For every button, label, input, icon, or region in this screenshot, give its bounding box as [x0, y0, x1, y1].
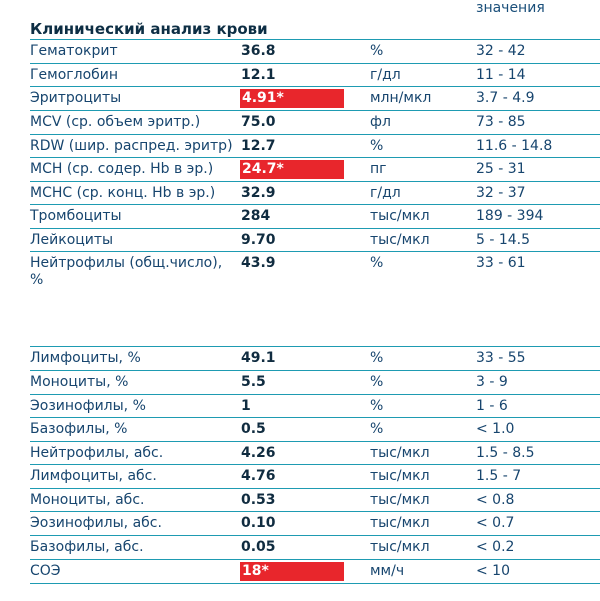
reference-range: < 0.2	[476, 539, 515, 555]
test-name: Нейтрофилы, абс.	[30, 445, 164, 461]
test-value: 12.1	[241, 67, 276, 83]
test-value: 4.26	[241, 445, 276, 461]
test-name: Лимфоциты, %	[30, 350, 141, 366]
table-row	[30, 205, 600, 228]
test-unit: %	[370, 255, 384, 271]
test-value-flagged: 18*	[240, 562, 344, 581]
table-row	[30, 371, 600, 394]
reference-range: < 1.0	[476, 421, 515, 437]
table-row	[30, 87, 600, 110]
test-unit: %	[370, 398, 384, 414]
test-unit: тыс/мкл	[370, 232, 430, 248]
table-row	[30, 252, 600, 346]
test-value-flagged: 24.7*	[240, 160, 344, 179]
table-row	[30, 418, 600, 441]
test-name: Эозинофилы, абс.	[30, 515, 162, 531]
reference-range: 1.5 - 8.5	[476, 445, 535, 461]
test-name: Эритроциты	[30, 90, 122, 106]
test-value: 0.53	[241, 492, 276, 508]
test-name: Базофилы, абс.	[30, 539, 144, 555]
test-name: Лимфоциты, абс.	[30, 468, 157, 484]
table-row	[30, 229, 600, 251]
test-name: Моноциты, абс.	[30, 492, 145, 508]
test-unit: мм/ч	[370, 563, 405, 579]
test-name: Моноциты, %	[30, 374, 129, 390]
reference-range: < 10	[476, 563, 510, 579]
table-row	[30, 347, 600, 370]
reference-range: < 0.7	[476, 515, 515, 531]
reference-range: < 0.8	[476, 492, 515, 508]
table-row	[30, 111, 600, 134]
test-value: 75.0	[241, 114, 276, 130]
test-name: Гематокрит	[30, 43, 118, 59]
table-row	[30, 465, 600, 488]
test-unit: г/дл	[370, 67, 401, 83]
test-unit: %	[370, 43, 384, 59]
table-row	[30, 64, 600, 86]
reference-range: 189 - 394	[476, 208, 544, 224]
reference-range: 3.7 - 4.9	[476, 90, 535, 106]
reference-range: 32 - 37	[476, 185, 526, 201]
test-unit: тыс/мкл	[370, 445, 430, 461]
reference-column-header: значения	[476, 0, 545, 16]
test-unit: тыс/мкл	[370, 468, 430, 484]
test-name: Нейтрофилы (общ.число), %	[30, 255, 223, 288]
reference-range: 33 - 61	[476, 255, 526, 271]
reference-range: 3 - 9	[476, 374, 508, 390]
reference-range: 1 - 6	[476, 398, 508, 414]
test-value: 0.10	[241, 515, 276, 531]
reference-range: 1.5 - 7	[476, 468, 522, 484]
test-unit: %	[370, 350, 384, 366]
test-value: 9.70	[241, 232, 276, 248]
section-title: Клинический анализ крови	[30, 20, 268, 38]
reference-range: 73 - 85	[476, 114, 526, 130]
test-name: Лейкоциты	[30, 232, 114, 248]
test-value-flagged: 4.91*	[240, 89, 344, 108]
test-value: 49.1	[241, 350, 276, 366]
table-row	[30, 40, 600, 63]
table-row	[30, 395, 600, 417]
test-name: MCH (ср. содер. Hb в эр.)	[30, 161, 214, 177]
test-value: 4.76	[241, 468, 276, 484]
table-row	[30, 560, 600, 583]
test-name: Базофилы, %	[30, 421, 128, 437]
test-unit: пг	[370, 161, 387, 177]
reference-range: 33 - 55	[476, 350, 526, 366]
test-name: Гемоглобин	[30, 67, 119, 83]
reference-range: 11 - 14	[476, 67, 526, 83]
test-name: Тромбоциты	[30, 208, 122, 224]
test-value: 43.9	[241, 255, 276, 271]
divider	[30, 583, 600, 584]
table-row	[30, 489, 600, 511]
test-unit: %	[370, 374, 384, 390]
test-value: 5.5	[241, 374, 266, 390]
test-unit: млн/мкл	[370, 90, 432, 106]
table-row	[30, 182, 600, 204]
test-unit: тыс/мкл	[370, 539, 430, 555]
test-unit: %	[370, 138, 384, 154]
test-value: 36.8	[241, 43, 276, 59]
table-row	[30, 536, 600, 559]
test-name: MCV (ср. объем эритр.)	[30, 114, 201, 130]
test-unit: %	[370, 421, 384, 437]
test-unit: г/дл	[370, 185, 401, 201]
test-value: 0.05	[241, 539, 276, 555]
reference-range: 32 - 42	[476, 43, 526, 59]
reference-range: 5 - 14.5	[476, 232, 531, 248]
test-value: 1	[241, 398, 251, 414]
test-name: RDW (шир. распред. эритр)	[30, 138, 233, 154]
reference-range: 25 - 31	[476, 161, 526, 177]
test-value: 32.9	[241, 185, 276, 201]
table-row	[30, 135, 600, 157]
test-unit: тыс/мкл	[370, 208, 430, 224]
test-value: 12.7	[241, 138, 276, 154]
test-unit: тыс/мкл	[370, 515, 430, 531]
test-name: Эозинофилы, %	[30, 398, 146, 414]
table-row	[30, 512, 600, 535]
test-name: СОЭ	[30, 563, 61, 579]
test-value: 284	[241, 208, 271, 224]
table-row	[30, 158, 600, 181]
test-unit: фл	[370, 114, 391, 130]
test-name: MCHC (ср. конц. Hb в эр.)	[30, 185, 216, 201]
reference-range: 11.6 - 14.8	[476, 138, 553, 154]
test-unit: тыс/мкл	[370, 492, 430, 508]
table-row	[30, 442, 600, 464]
test-value: 0.5	[241, 421, 266, 437]
